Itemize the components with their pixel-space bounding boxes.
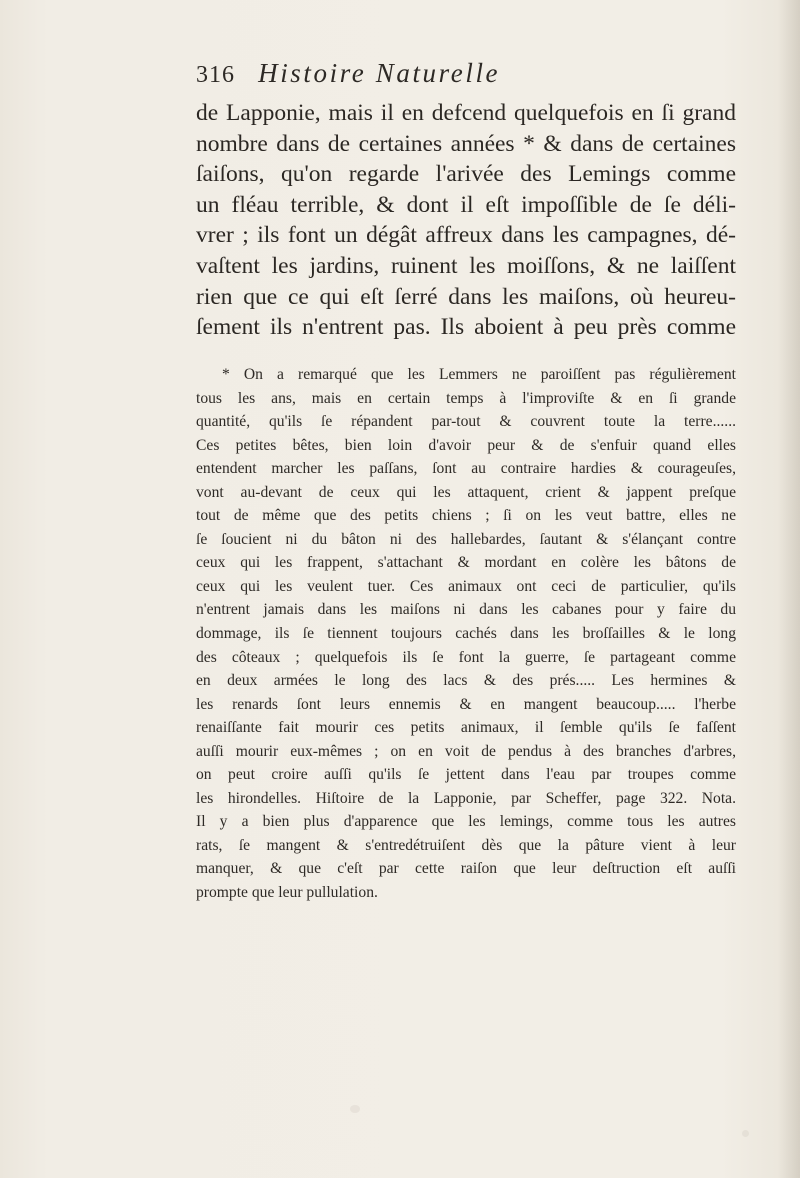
footnote-line: on peut croire auſſi qu'ils ſe jettent dans l'eau par troupes comme (196, 766, 736, 784)
footnote-line: prompte que leur pullulation. (196, 884, 378, 902)
body-line: nombre dans de certaines années * & dans de certaines (196, 130, 736, 157)
main-paragraph (196, 98, 736, 343)
footnote-line: tous les ans, mais en certain temps à l'improviſte & en ſi grande (196, 389, 736, 407)
body-line: vaſtent les jardins, ruinent les moiſſons, & ne laiſſent (196, 252, 736, 279)
footnote-line: des côteaux ; quelquefois ils ſe font la guerre, ſe partageant comme (196, 648, 736, 666)
footnote-line: entendent marcher les paſſans, ſont au contraire hardies & courageuſes, (196, 460, 736, 478)
footnote (196, 363, 736, 905)
footnote-line: Il y a bien plus d'apparence que les lemings, comme tous les autres (196, 813, 736, 831)
footnote-line: Ces petites bêtes, bien loin d'avoir peur & de s'enfuir quand elles (196, 436, 736, 454)
footnote-line: quantité, qu'ils ſe répandent par-tout & couvrent toute la terre...... (196, 413, 736, 431)
body-line: un fléau terrible, & dont il eſt impoſſible de ſe déli- (196, 191, 736, 218)
page-number: 316 (196, 62, 235, 88)
body-line: ſaiſons, qu'on regarde l'arivée des Lemings comme (196, 161, 736, 188)
page-edge-shadow (778, 0, 800, 1178)
footnote-line: en deux armées le long des lacs & des prés..... Les hermines & (196, 672, 736, 690)
running-title: Histoire Naturelle (258, 58, 501, 88)
footnote-line: les renards ſont leurs ennemis & en mangent beaucoup..... l'herbe (196, 695, 736, 713)
body-line: ſement ils n'entrent pas. Ils aboient à peu près comme (196, 314, 736, 341)
footnote-line: manquer, & que c'eſt par cette raiſon que leur deſtruction eſt auſſi (196, 860, 736, 878)
footnote-line: auſſi mourir eux-mêmes ; on en voit de pendus à des branches d'arbres, (196, 742, 736, 760)
footnote-line: ſe ſoucient ni du bâton ni des hallebardes, ſautant & s'élançant contre (196, 530, 736, 548)
paper-spot (350, 1105, 360, 1113)
footnote-line: ceux qui les frappent, s'attachant & mordant en colère les bâtons de (196, 554, 736, 572)
paper-spot (742, 1130, 749, 1137)
footnote-line: ceux qui les veulent tuer. Ces animaux ont ceci de particulier, qu'ils (196, 577, 736, 595)
footnote-line: n'entrent jamais dans les maiſons ni dans les cabanes pour y faire du (196, 601, 736, 619)
body-line: rien que ce qui eſt ſerré dans les maiſons, où heureu- (196, 283, 736, 310)
footnote-line: dommage, ils ſe tiennent toujours cachés dans les broſſailles & le long (196, 625, 736, 643)
footnote-line: tout de même que des petits chiens ; ſi on les veut battre, elles ne (196, 507, 736, 525)
footnote-line: les hirondelles. Hiſtoire de la Lapponie, par Scheffer, page 322. Nota. (196, 789, 736, 807)
body-line: de Lapponie, mais il en defcend quelquefois en ſi grand (196, 100, 736, 126)
footnote-line: * On a remarqué que les Lemmers ne paroiſſent pas régulièrement (222, 366, 736, 383)
footnote-line: vont au-devant de ceux qui les attaquent, crient & jappent preſque (196, 483, 736, 501)
footnote-line: renaiſſante fait mourir ces petits animaux, il ſemble qu'ils ſe faſſent (196, 719, 736, 737)
running-head (196, 58, 736, 92)
body-line: vrer ; ils font un dégât affreux dans les campagnes, dé- (196, 222, 736, 249)
footnote-line: rats, ſe mangent & s'entredétruiſent dès que la pâture vient à leur (196, 836, 736, 854)
